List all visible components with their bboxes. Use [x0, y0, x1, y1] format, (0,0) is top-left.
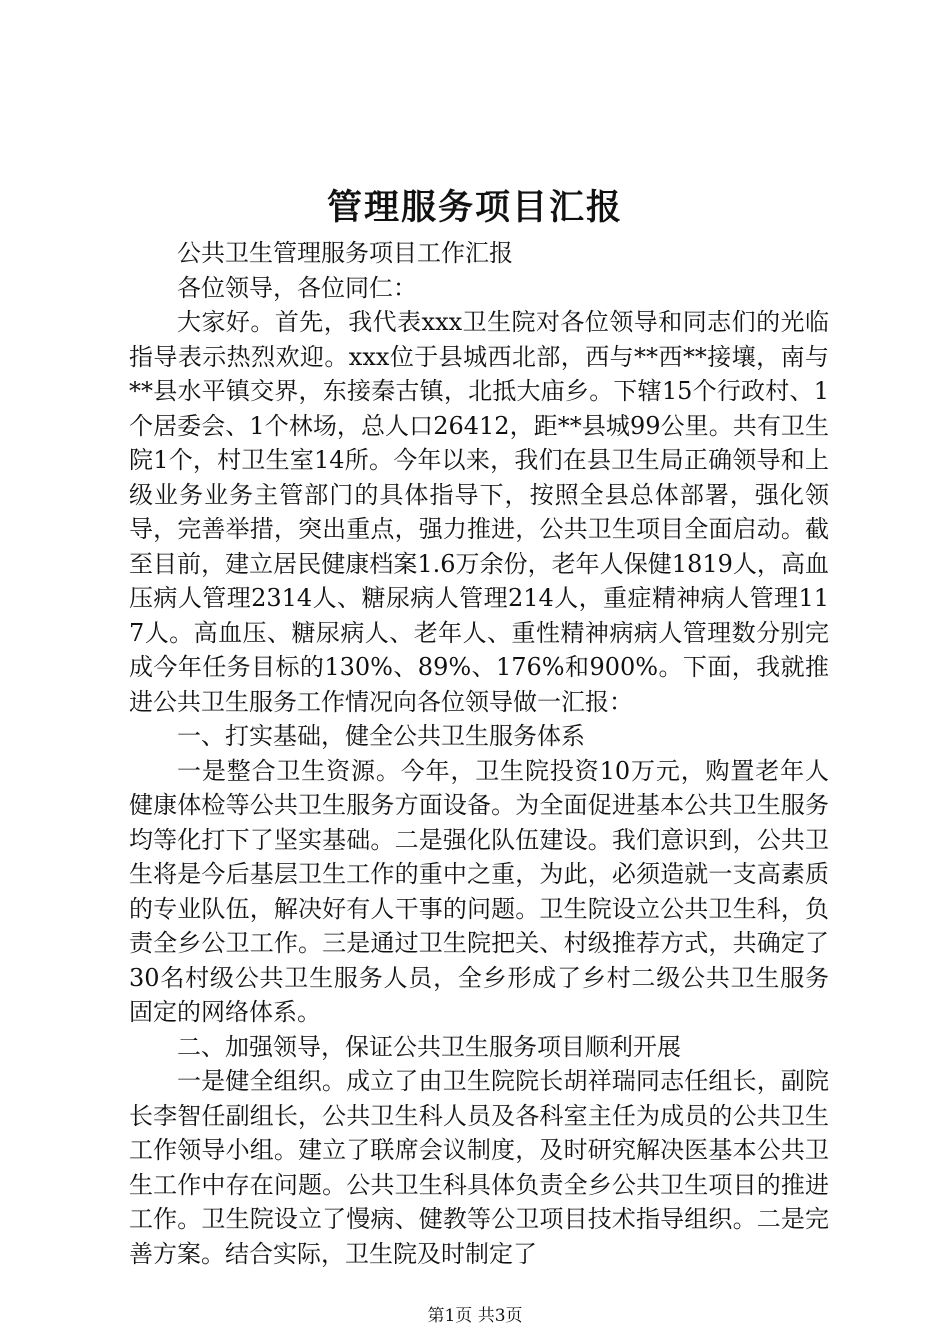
page-footer: 第1页 共3页	[427, 1306, 523, 1326]
section-heading: 二、加强领导，保证公共卫生服务项目顺利开展	[177, 1032, 681, 1061]
document-title: 管理服务项目汇报	[326, 187, 623, 228]
paragraph: 公共卫生管理服务项目工作汇报	[177, 239, 513, 267]
paragraph: 各位领导，各位同仁：	[177, 273, 417, 302]
document-body	[129, 236, 829, 1271]
paragraph: 大家好。首先，我代表xxx卫生院对各位领导和同志们的光临指导表示热烈欢迎。xxx位于县城西北部，西与**西**接壤，南与**县水平镇交界，东接秦古镇，北抵大庙乡。下辖15个行政村、1个居委会、1个林场，总人口26412，距**县城99公里。共有卫生院1个，村卫生室14所。今年以来，我们在县卫生局正确领导和上级业务业务主管部门的具体指导下，按照全县总体部署，强化领导，完善举措，突出重点，强力推进，公共卫生项目全面启动。截至目前，建立居民健康档案1.6万余份，老年人保健1819人，高血压病人管理2314人、糖尿病人管理214人，重症精神病人管理117人。高血压、糖尿病人、老年人、重性精神病病人管理数分别完成今年任务目标的130%、89%、176%和900%。下面，我就推进公共卫生服务工作情况向各位领导做一汇报：	[129, 308, 829, 716]
paragraph: 一是整合卫生资源。今年，卫生院投资10万元，购置老年人健康体检等公共卫生服务方面设备。为全面促进基本公共卫生服务均等化打下了坚实基础。二是强化队伍建设。我们意识到，公共卫生将是今后基层卫生工作的重中之重，为此，必须造就一支高素质的专业队伍，解决好有人干事的问题。卫生院设立公共卫生科，负责全乡公卫工作。三是通过卫生院把关、村级推荐方式，共确定了30名村级公共卫生服务人员，全乡形成了乡村二级公共卫生服务固定的网络体系。	[129, 756, 829, 1026]
section-heading: 一、打实基础，健全公共卫生服务体系	[177, 722, 585, 750]
paragraph: 一是健全组织。成立了由卫生院院长胡祥瑞同志任组长，副院长李智任副组长，公共卫生科人员及各科室主任为成员的公共卫生工作领导小组。建立了联席会议制度，及时研究解决医基本公共卫生工作中存在问题。公共卫生科具体负责全乡公共卫生项目的推进工作。卫生院设立了慢病、健教等公卫项目技术指导组织。二是完善方案。结合实际，卫生院及时制定了	[129, 1067, 829, 1268]
